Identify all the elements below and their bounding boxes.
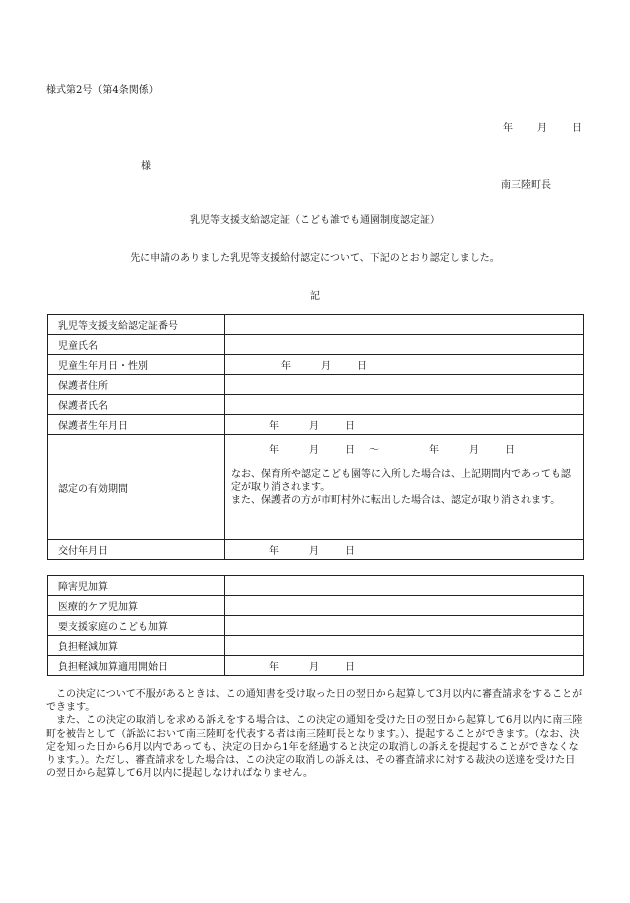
ymd-month: 月 xyxy=(309,421,319,432)
medical-care-value xyxy=(225,596,584,616)
cert-number-label: 乳児等支援支給認定証番号 xyxy=(48,315,225,335)
issue-date-label: 交付年月日 xyxy=(48,540,225,560)
validity-note-1: なお、保育所や認定こども園等に入所した場合は、上記期間内であっても認定が取り消されます。 xyxy=(231,469,571,493)
ki-heading: 記 xyxy=(310,291,320,302)
ymd-year: 年 xyxy=(281,361,291,372)
ymd-year: 年 xyxy=(429,445,439,456)
table-row xyxy=(48,576,584,596)
disability-label: 障害児加算 xyxy=(48,576,225,596)
ymd-month: 月 xyxy=(309,445,319,456)
ymd-day: 日 xyxy=(505,445,515,456)
document-title: 乳児等支援支給認定証（こども誰でも通園制度認定証） xyxy=(190,215,440,226)
table-row xyxy=(48,540,584,560)
issue-date-value xyxy=(225,540,584,560)
table-row xyxy=(48,335,584,355)
date-day-label: 日 xyxy=(572,123,582,134)
guardian-address-label: 保護者住所 xyxy=(48,375,225,395)
ymd-year: 年 xyxy=(269,546,279,557)
ymd-year: 年 xyxy=(269,445,279,456)
guardian-address-value xyxy=(225,375,584,395)
ymd-day: 日 xyxy=(345,421,355,432)
child-birth-label: 児童生年月日・性別 xyxy=(48,355,225,375)
appeal-paragraph-1: この決定について不服があるときは、この通知書を受け取った日の翌日から起算して3月以内に審査請求をすることができます。 xyxy=(46,689,583,714)
ymd-day: 日 xyxy=(357,361,367,372)
intro-text: 先に申請のありました乳児等支援給付認定について、下記のとおり認定しました。 xyxy=(130,253,500,264)
table-row xyxy=(48,415,584,435)
table-row xyxy=(48,636,584,656)
ymd-year: 年 xyxy=(269,662,279,673)
date-month-label: 月 xyxy=(537,123,547,134)
guardian-name-value xyxy=(225,395,584,415)
ymd-month: 月 xyxy=(469,445,479,456)
ymd-day: 日 xyxy=(345,445,355,456)
table-row xyxy=(48,375,584,395)
table-row xyxy=(48,616,584,636)
burden-start-label: 負担軽減加算適用開始日 xyxy=(48,656,225,676)
burden-reduction-value xyxy=(225,636,584,656)
cert-number-value xyxy=(225,315,584,335)
ymd-month: 月 xyxy=(321,361,331,372)
addition-table xyxy=(47,575,584,676)
burden-start-value xyxy=(225,656,584,676)
guardian-birth-label: 保護者生年月日 xyxy=(48,415,225,435)
table-row xyxy=(48,395,584,415)
issuer-name: 南三陸町長 xyxy=(501,180,551,191)
ymd-day: 日 xyxy=(345,662,355,673)
table-row xyxy=(48,355,584,375)
disability-value xyxy=(225,576,584,596)
child-birth-value xyxy=(225,355,584,375)
ymd-month: 月 xyxy=(309,546,319,557)
child-name-value xyxy=(225,335,584,355)
burden-reduction-label: 負担軽減加算 xyxy=(48,636,225,656)
date-year-label: 年 xyxy=(503,123,513,134)
support-family-value xyxy=(225,616,584,636)
table-row xyxy=(48,656,584,676)
guardian-birth-value xyxy=(225,415,584,435)
child-name-label: 児童氏名 xyxy=(48,335,225,355)
table-row xyxy=(48,315,584,335)
validity-period xyxy=(231,435,583,456)
appeal-paragraph-2: また、この決定の取消しを求める訴えをする場合は、この決定の通知を受けた日の翌日から起算して6月以内に南三陸町を被告として（訴訟において南三陸町を代表する者は南三陸町長となります。）、提起することができます。（なお、決定を知った日から6月以内であっても、決定の日から1年を経過すると決定の取消しの訴えを提起することができなくなります。）。ただし、審査請求をした場合は、この決定の取消しの訴えは、その審査請求に対する裁決の送達を受けた日の翌日から起算して6月以内に提起しなければなりません。 xyxy=(46,715,583,780)
ymd-month: 月 xyxy=(309,662,319,673)
validity-label: 認定の有効期間 xyxy=(48,435,225,540)
appeal-notice xyxy=(46,688,584,780)
validity-note-2: また、保護者の方が市町村外に転出した場合は、認定が取り消されます。 xyxy=(231,495,561,506)
addressee-suffix: 様 xyxy=(141,161,151,172)
certification-table xyxy=(47,314,584,560)
ymd-day: 日 xyxy=(345,546,355,557)
ymd-year: 年 xyxy=(269,421,279,432)
support-family-label: 要支援家庭のこども加算 xyxy=(48,616,225,636)
validity-value xyxy=(225,435,584,540)
table-row xyxy=(48,596,584,616)
medical-care-label: 医療的ケア児加算 xyxy=(48,596,225,616)
form-number: 様式第2号（第4条関係） xyxy=(46,85,159,96)
table-row xyxy=(48,435,584,540)
validity-tilde: ～ xyxy=(369,445,379,456)
guardian-name-label: 保護者氏名 xyxy=(48,395,225,415)
